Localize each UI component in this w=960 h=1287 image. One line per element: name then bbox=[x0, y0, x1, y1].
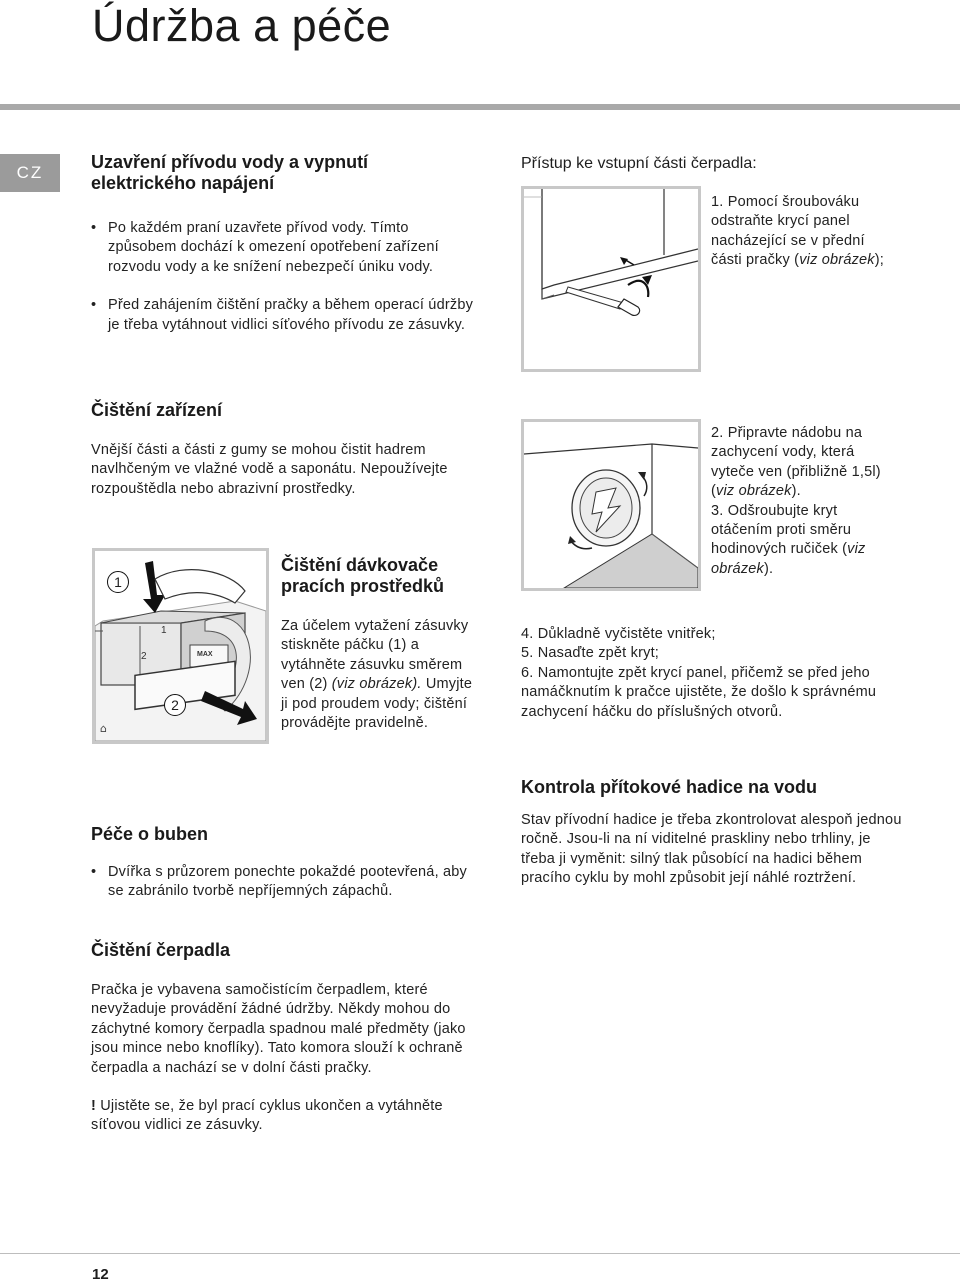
hose-text: Stav přívodní hadice je třeba zkontrolovat alespoň jednou ročně. Jsou-li na ní viditelné praskliny nebo trhliny, je třeba ji vyměnit: silný tlak působící na hadici během pracího cyklu by mohl způsobit její náhlé roztržení. bbox=[521, 812, 902, 887]
footer-rule bbox=[0, 1253, 960, 1254]
step-3-a: 3. Odšroubujte kryt otáčením proti směru hodinových ručiček ( bbox=[711, 502, 852, 558]
step-3-b: ). bbox=[764, 560, 774, 577]
step-1-a: 1. Pomocí šroubováku odstraňte krycí panel nacházející se v přední části pračky ( bbox=[711, 194, 865, 269]
step-2-b: ). bbox=[791, 483, 801, 500]
step-3-ref: viz obrázek bbox=[711, 541, 866, 577]
max-label: MAX bbox=[197, 651, 213, 658]
warning-mark: ! bbox=[91, 1098, 97, 1115]
dispenser-text-ref: (viz obrázek). bbox=[331, 676, 422, 693]
dispenser-figure bbox=[92, 548, 269, 744]
pump-heading: Čištění čerpadla bbox=[91, 940, 231, 960]
step-5-text: 5. Nasaďte zpět kryt; bbox=[521, 645, 660, 662]
warning-text: Ujistěte se, že byl prací cyklus ukončen a vytáhněte síťovou vidlici ze zásuvky. bbox=[91, 1098, 443, 1134]
pump-section bbox=[91, 940, 476, 1136]
dispenser-text-b: Umyjte ji pod proudem vody; čištění provádějte pravidelně. bbox=[281, 676, 473, 732]
dispenser-heading: Čištění dávkovače pracích prostředků bbox=[281, 555, 445, 596]
pump-cover-illustration bbox=[524, 422, 698, 588]
pump-text: Pračka je vybavena samočistícím čerpadlem, které nevyžaduje provádění žádné údržby. Někdy mohou do záchytné komory čerpadla spadnou malé předměty (jako jsou mince nebo knoflíky). Tato komora slouží k ochraně čerpadla a nachází se v dolní části pračky. bbox=[91, 982, 466, 1076]
water-bullets bbox=[91, 219, 476, 335]
step-6-text: 6. Namontujte zpět krycí panel, přičemž se před jeho namáčknutím k pračce ujistěte, že došlo k správnému zachycení háčku do příslušných otvorů. bbox=[521, 664, 877, 720]
cleaning-section bbox=[91, 400, 476, 499]
callout-2-badge: 2 bbox=[164, 694, 186, 716]
drum-heading: Péče o buben bbox=[91, 824, 209, 844]
access-steps-more bbox=[521, 625, 906, 722]
step-4-text: 4. Důkladně vyčistěte vnitřek; bbox=[521, 626, 716, 642]
access-heading: Přístup ke vstupní části čerpadla: bbox=[521, 155, 757, 172]
callout-1-badge: 1 bbox=[107, 571, 129, 593]
compartment-1-label: 1 bbox=[161, 625, 167, 636]
cleaning-text: Vnější části a části z gumy se mohou čistit hadrem navlhčeným ve vlažné vodě a saponátu. Nepoužívejte rozpouštědla nebo abrazivní prostředky. bbox=[91, 442, 448, 497]
step-1-text bbox=[711, 193, 891, 271]
step-2-ref: viz obrázek bbox=[716, 483, 792, 500]
pump-cover-figure bbox=[521, 419, 701, 591]
water-bullet-2: • Před zahájením čištění pračky a během operací údržby je třeba vytáhnout vidlici síťového přívodu ze zásuvky. bbox=[91, 296, 476, 335]
access-steps-2-3 bbox=[711, 424, 901, 579]
step-3-text bbox=[711, 502, 901, 580]
water-heading: Uzavření přívodu vody a vypnutí elektrického napájení bbox=[91, 152, 369, 193]
compartment-2-label: 2 bbox=[141, 651, 147, 662]
dispenser-text bbox=[281, 617, 476, 733]
language-tab: CZ bbox=[0, 154, 60, 192]
hose-section bbox=[521, 777, 906, 889]
dispenser-text-a: Za účelem vytažení zásuvky stiskněte páčku (1) a vytáhněte zásuvku směrem ven (2) bbox=[281, 618, 469, 693]
water-bullet-1: • Po každém praní uzavřete přívod vody. Tímto způsobem dochází k omezení opotřebení zařízení rozvodu vody a ke snížení nebezpečí úniku vody. bbox=[91, 219, 476, 277]
pump-warning bbox=[91, 1097, 476, 1136]
drum-bullets bbox=[91, 863, 481, 902]
panel-removal-figure bbox=[521, 186, 701, 372]
cleaning-heading: Čištění zařízení bbox=[91, 400, 223, 420]
step-2-text bbox=[711, 424, 901, 502]
step-2-a: 2. Připravte nádobu na zachycení vody, která vyteče ven (přibližně 1,5l) ( bbox=[711, 425, 881, 500]
drum-bullet-1: • Dvířka s průzorem ponechte pokaždé pootevřená, aby se zabránilo tvorbě nepříjemných zápachů. bbox=[91, 863, 481, 902]
access-step-1 bbox=[711, 193, 891, 271]
hose-heading: Kontrola přítokové hadice na vodu bbox=[521, 777, 818, 797]
water-section bbox=[91, 152, 476, 335]
page-title: Údržba a péče bbox=[92, 0, 392, 51]
drum-section bbox=[91, 824, 481, 902]
svg-text:⌂: ⌂ bbox=[100, 722, 107, 735]
page-number: 12 bbox=[92, 1266, 109, 1283]
panel-removal-illustration bbox=[524, 189, 698, 369]
step-1-ref: viz obrázek bbox=[799, 252, 875, 269]
header-rule bbox=[0, 104, 960, 110]
step-1-b: ); bbox=[874, 252, 885, 269]
dispenser-section bbox=[281, 555, 476, 733]
